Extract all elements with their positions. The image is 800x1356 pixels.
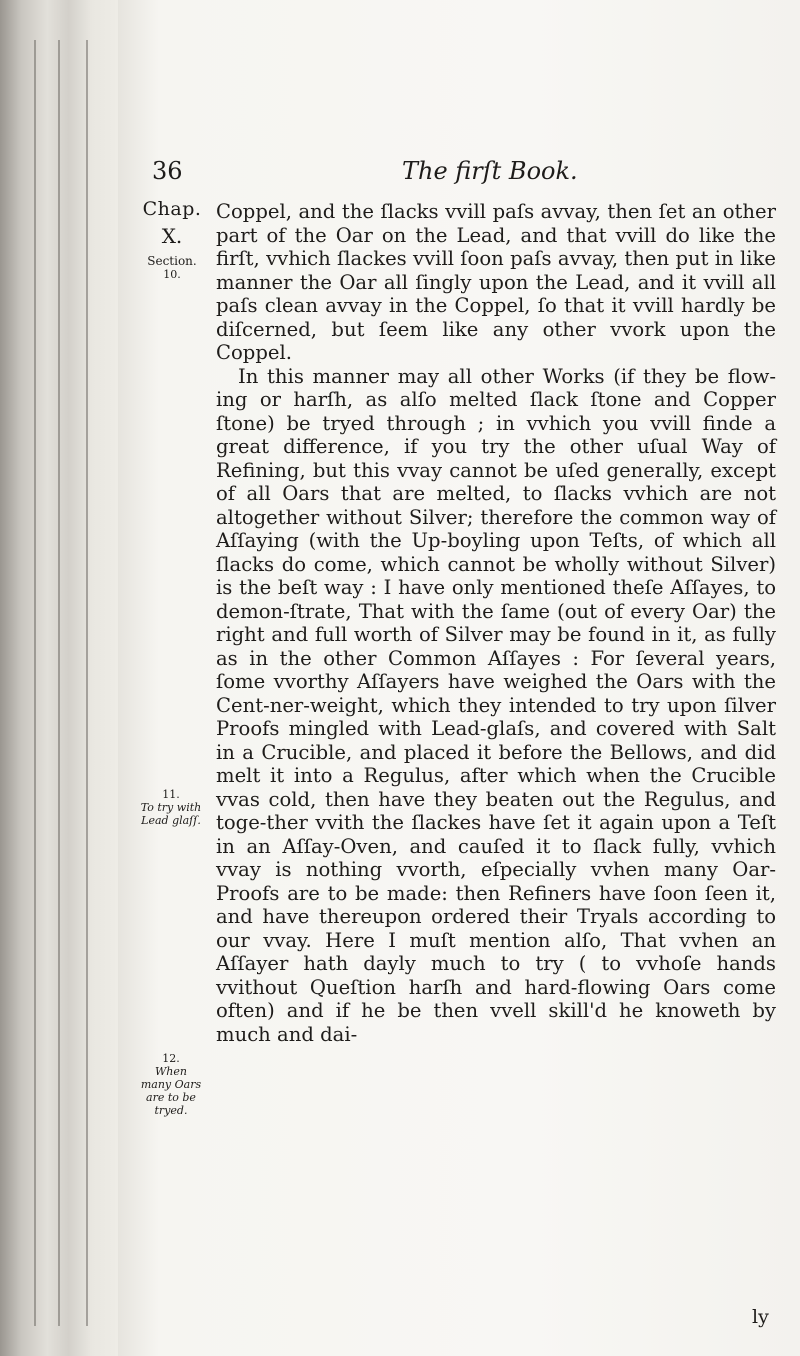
paragraph: In this manner may all other Works (if they be flow-ing or harſh, as alſo melted ſlack ſtone and Copper ſtone) be tryed through ; in vvhich you vvill finde a great difference, if you try the other uſual Way of Refining, but this vvay cannot be uſed generally, except of all Oars that are melted, to ſlacks vvhich are not altogether without Silver; therefore the common way of Aſſaying (with the Up-boyling upon Teſts, of which all ſlacks do come, which cannot be wholly without Silver) is the beſt way : I have only mentioned theſe Aſſayes, to demon-ſtrate, That with the ſame (out of every Oar) the right and full worth of Silver may be found in it, as fully as in the other Common Aſſayes : For ſeveral years, ſome vvorthy Aſſayers have weighed the Oars with the Cent-ner-weight, which they intended to try upon ſilver Proofs mingled with Lead-glaſs, and covered with Salt in a Crucible, and placed it before the Bellows, and did melt it into a Regulus, after which when the Crucible vvas cold, then have they beaten out the Regulus, and toge-ther vvith the ſlackes have ſet it again upon a Teſt in an Aſſay-Oven, and cauſed it to ſlack fully, vvhich vvay is nothing vvorth, eſpecially vvhen many Oar-Proofs are to be made: then Refiners have ſoon ſeen it, and have thereupon ordered their Tryals according to our vvay. Here I muſt mention alſo, That vvhen an Aſſayer hath dayly much to try ( to vvhoſe hands vvithout Queſtion harſh and hard-flowing Oars come often) and if he be then vvell skill'd he knoweth by much and dai- — [216, 364, 776, 1046]
book-binding — [0, 0, 118, 1356]
catchword: ly — [752, 1306, 769, 1328]
margin-note-lead-glass — [140, 788, 202, 827]
running-title: The firſt Book. — [402, 157, 578, 185]
margin-note-many-oars — [140, 1052, 202, 1117]
page-header — [140, 157, 760, 193]
page-number: 36 — [152, 157, 183, 185]
paragraph: Coppel, and the ſlacks vvill paſs avvay, then ſet an other part of the Oar on the Lead, and that vvill do like the firſt, vvhich ſlackes vvill ſoon paſs avvay, then put in like manner the Oar all ſingly upon the Lead, and it vvill all paſs clean avvay in the Coppel, ſo that it vvill hardly be diſcerned, but ſeem like any other vvork upon the Coppel. — [216, 200, 776, 364]
margin-note-number: 11. — [162, 788, 180, 801]
margin-note-number: 12. — [162, 1052, 180, 1065]
binding-ridge — [86, 40, 88, 1326]
chapter-number: X. — [161, 224, 183, 248]
binding-ridge — [34, 40, 36, 1326]
body-text — [216, 200, 776, 1046]
chapter-label: Chap. — [142, 198, 202, 220]
section-label: Section. — [147, 254, 197, 268]
section-number: 10. — [163, 268, 181, 281]
binding-ridge — [58, 40, 60, 1326]
margin-note-text: To try with Lead glaſſ. — [140, 801, 202, 827]
chapter-marker — [140, 198, 204, 281]
margin-note-text: When many Oars are to be tryed. — [140, 1065, 202, 1117]
